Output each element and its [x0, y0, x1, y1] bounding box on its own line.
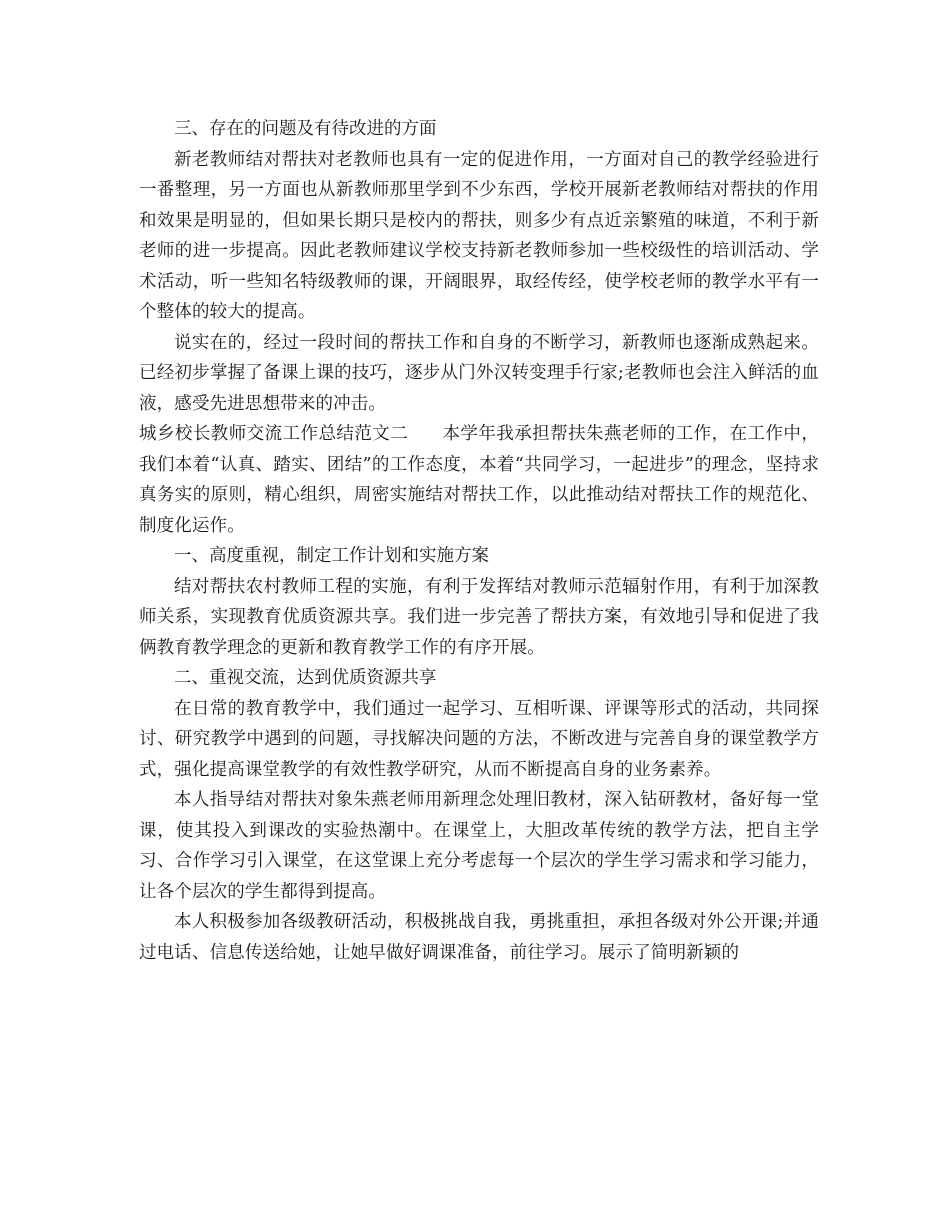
document-section-title: 城乡校长教师交流工作总结范文二	[139, 424, 409, 444]
paragraph-text: 本学年我承担帮扶朱燕老师的工作，在工作中，我们本着“认真、踏实、团结”的工作态度，本着“共同学习，一起进步”的理念，坚持求真务实的原则，精心组织，周密实施结对帮扶工作，以此推动结对帮扶工作的规范化、制度化运作。	[139, 424, 819, 536]
section-heading-problems: 三、存在的问题及有待改进的方面	[174, 119, 437, 139]
paragraph: 结对帮扶农村教师工程的实施，有利于发挥结对教师示范辐射作用，有利于加深教师关系，实现教育优质资源共享。我们进一步完善了帮扶方案，有效地引导和促进了我俩教育教学理念的更新和教育教学工作的有序开展。	[139, 576, 819, 658]
paragraph-with-title	[139, 419, 819, 541]
paragraph: 在日常的教育教学中，我们通过一起学习、互相听课、评课等形式的活动，共同探讨、研究教学中遇到的问题，寻找解决问题的方法，不断改进与完善自身的课堂教学方式，强化提高课堂教学的有效性教学研究，从而不断提高自身的业务素养。	[139, 698, 819, 780]
paragraph: 说实在的，经过一段时间的帮扶工作和自身的不断学习，新教师也逐渐成熟起来。已经初步掌握了备课上课的技巧，逐步从门外汉转变理手行家;老教师也会注入鲜活的血液，感受先进思想带来的冲击。	[139, 332, 819, 414]
paragraph: 新老教师结对帮扶对老教师也具有一定的促进作用，一方面对自己的教学经验进行一番整理，另一方面也从新教师那里学到不少东西，学校开展新老教师结对帮扶的作用和效果是明显的，但如果长期只是校内的帮扶，则多少有点近亲繁殖的味道，不利于新老师的进一步提高。因此老教师建议学校支持新老教师参加一些校级性的培训活动、学术活动，听一些知名特级教师的课，开阔眼界，取经传经，使学校老师的教学水平有一个整体的较大的提高。	[139, 149, 819, 322]
paragraph: 本人积极参加各级教研活动，积极挑战自我，勇挑重担，承担各级对外公开课;并通过电话、信息传送给她，让她早做好调课准备，前往学习。展示了简明新颖的	[139, 912, 819, 963]
section-heading-exchange: 二、重视交流，达到优质资源共享	[174, 668, 437, 688]
section-heading-plan: 一、高度重视，制定工作计划和实施方案	[174, 546, 489, 566]
document-body	[139, 114, 819, 968]
paragraph: 本人指导结对帮扶对象朱燕老师用新理念处理旧教材，深入钻研教材，备好每一堂课，使其投入到课改的实验热潮中。在课堂上，大胆改革传统的教学方法，把自主学习、合作学习引入课堂，在这堂课上充分考虑每一个层次的学生学习需求和学习能力，让各个层次的学生都得到提高。	[139, 790, 819, 902]
